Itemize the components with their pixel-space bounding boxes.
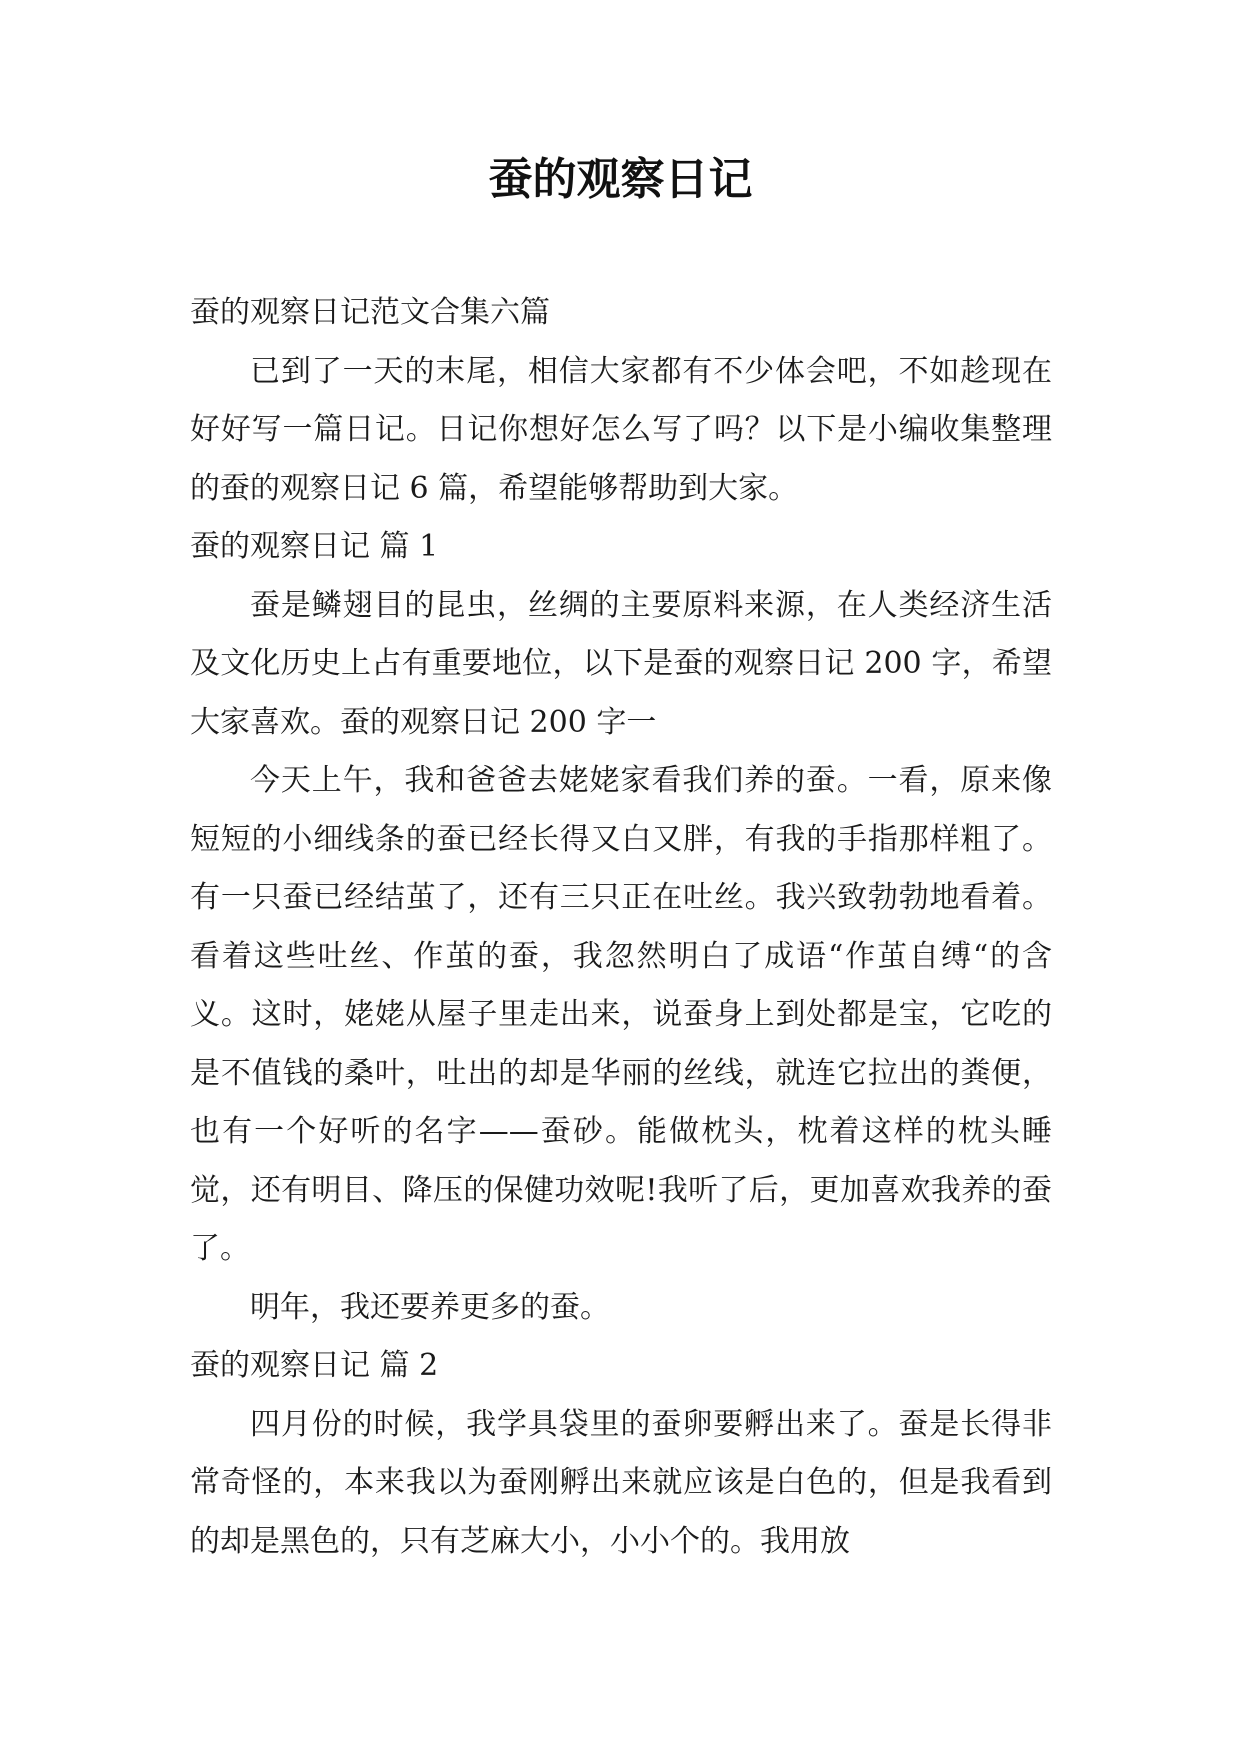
body-paragraph: 明年，我还要养更多的蚕。 [250, 1289, 610, 1325]
intro-paragraph: 已到了一天的末尾，相信大家都有不少体会吧，不如趁现在好好写一篇日记。日记你想好怎么写了吗？以下是小编收集整理的蚕的观察日记 6 篇，希望能够帮助到大家。 [190, 353, 1052, 506]
body-paragraph: 四月份的时候，我学具袋里的蚕卵要孵出来了。蚕是长得非常奇怪的，本来我以为蚕刚孵出来就应该是白色的，但是我看到的却是黑色的，只有芝麻大小，小小个的。我用放 [190, 1406, 1052, 1559]
collection-heading: 蚕的观察日记范文合集六篇 [190, 295, 550, 330]
document-title: 蚕的观察日记 [488, 154, 753, 205]
section-heading-2: 蚕的观察日记 篇 2 [190, 1348, 439, 1383]
body-paragraph: 今天上午，我和爸爸去姥姥家看我们养的蚕。一看，原来像短短的小细线条的蚕已经长得又白又胖，有我的手指那样粗了。有一只蚕已经结茧了，还有三只正在吐丝。我兴致勃勃地看着。看着这些吐丝、作茧的蚕，我忽然明白了成语“作茧自缚“的含义。这时，姥姥从屋子里走出来，说蚕身上到处都是宝，它吃的是不值钱的桑叶，吐出的却是华丽的丝线，就连它拉出的粪便，也有一个好听的名字——蚕砂。能做枕头，枕着这样的枕头睡觉，还有明目、降压的保健功效呢!我听了后，更加喜欢我养的蚕了。 [190, 763, 1052, 1266]
document-body [190, 284, 1052, 1571]
section-heading-1: 蚕的观察日记 篇 1 [190, 529, 439, 564]
body-paragraph: 蚕是鳞翅目的昆虫，丝绸的主要原料来源，在人类经济生活及文化历史上占有重要地位，以下是蚕的观察日记 200 字，希望大家喜欢。蚕的观察日记 200 字一 [190, 587, 1052, 740]
